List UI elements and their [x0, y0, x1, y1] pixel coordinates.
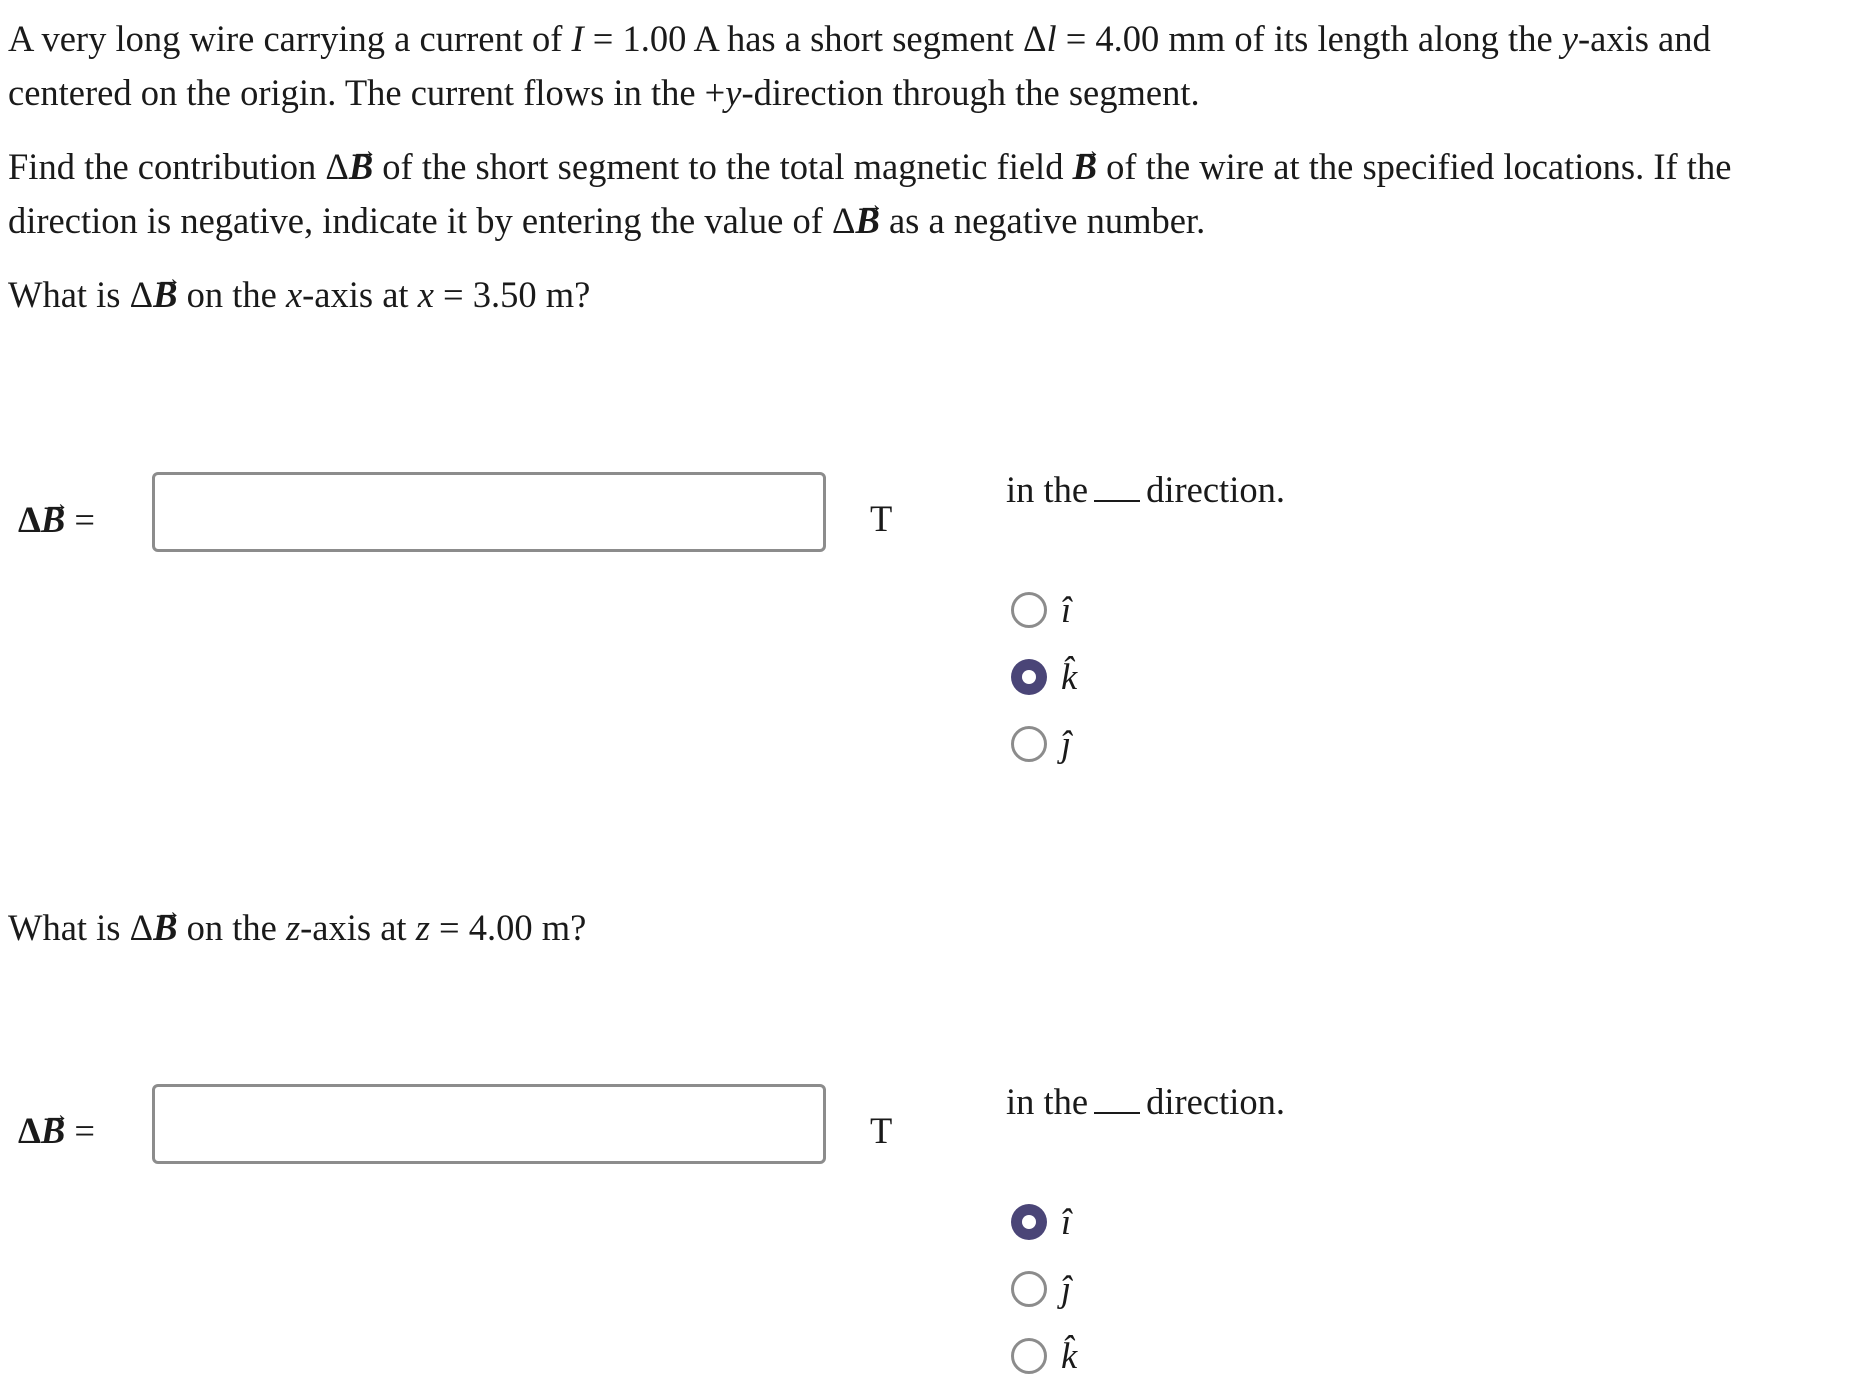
direction-suffix: direction. [1146, 469, 1285, 510]
problem-text: -axis and [1577, 18, 1711, 59]
var-y: y [1561, 18, 1578, 59]
vector-b: B → [349, 140, 373, 194]
radio-button[interactable] [1011, 659, 1047, 695]
answer-label-1 [18, 493, 95, 547]
blank-line [1094, 499, 1140, 502]
question-text: = 4.00 m? [429, 907, 587, 948]
vector-b: B → [41, 493, 65, 547]
radio-label: ĵ [1061, 723, 1072, 764]
direction-suffix: direction. [1146, 1081, 1285, 1122]
question-text: -axis at [302, 274, 418, 315]
radio-label: î [1061, 1201, 1072, 1242]
question-1 [8, 268, 590, 322]
unit-label-1: T [870, 498, 893, 539]
problem-statement [8, 12, 1858, 120]
problem-text: = 4.00 mm of its length along the [1056, 18, 1562, 59]
instructions [8, 140, 1858, 248]
answer-label-2 [18, 1104, 95, 1158]
var-y: y [725, 72, 742, 113]
var-current: I [571, 18, 584, 59]
radio-option-1-k[interactable] [1011, 655, 1077, 699]
radio-label: î [1061, 589, 1072, 630]
instructions-text: as a negative number. [879, 200, 1206, 241]
problem-text: centered on the origin. The current flows in the + [8, 72, 726, 113]
question-text: = 3.50 m? [433, 274, 591, 315]
question-text: -axis at [300, 907, 416, 948]
axis-var: x [285, 274, 303, 315]
vector-b: B → [153, 268, 177, 322]
radio-option-1-j[interactable] [1011, 722, 1071, 766]
direction-prefix: in the [1006, 469, 1089, 510]
position-var: z [415, 907, 430, 948]
radio-button[interactable] [1011, 1338, 1047, 1374]
delta-symbol: Δ [18, 1110, 41, 1151]
vector-b: B → [855, 194, 879, 248]
radio-button[interactable] [1011, 1204, 1047, 1240]
blank-line [1094, 1111, 1140, 1114]
radio-option-2-i[interactable] [1011, 1200, 1071, 1244]
question-text: What is Δ [8, 274, 154, 315]
radio-button[interactable] [1011, 592, 1047, 628]
problem-text: A very long wire carrying a current of [8, 18, 572, 59]
radio-label: k̂ [1061, 1335, 1078, 1376]
axis-var: z [285, 907, 301, 948]
radio-option-2-j[interactable] [1011, 1267, 1071, 1311]
radio-option-1-i[interactable] [1011, 588, 1071, 632]
question-text: on the [177, 907, 286, 948]
question-2 [8, 901, 586, 955]
vector-b: B → [153, 901, 177, 955]
problem-text: = 1.00 A has a short segment Δ [583, 18, 1047, 59]
radio-button[interactable] [1011, 1271, 1047, 1307]
instructions-text: of the short segment to the total magnetic field [373, 146, 1073, 187]
direction-prefix: in the [1006, 1081, 1089, 1122]
instructions-text: Find the contribution Δ [8, 146, 349, 187]
radio-button[interactable] [1011, 726, 1047, 762]
delta-symbol: Δ [18, 499, 41, 540]
problem-text: -direction through the segment. [741, 72, 1200, 113]
radio-label: k̂ [1061, 656, 1078, 697]
answer-input-2[interactable] [152, 1084, 826, 1164]
direction-prompt-1 [1006, 463, 1285, 517]
equals-sign: = [65, 1110, 95, 1151]
answer-input-1[interactable] [152, 472, 826, 552]
vector-b: B → [1073, 140, 1097, 194]
question-text: on the [177, 274, 286, 315]
instructions-text: of the wire at the specified locations. If the direction is negative, indicate it by entering the value of Δ [8, 146, 1732, 241]
question-text: What is Δ [8, 907, 154, 948]
var-length: l [1046, 18, 1057, 59]
position-var: x [417, 274, 434, 315]
radio-option-2-k[interactable] [1011, 1334, 1077, 1378]
radio-label: ĵ [1061, 1268, 1072, 1309]
equals-sign: = [65, 499, 95, 540]
vector-b: B → [41, 1104, 65, 1158]
unit-label-2: T [870, 1110, 893, 1151]
direction-prompt-2 [1006, 1075, 1285, 1129]
